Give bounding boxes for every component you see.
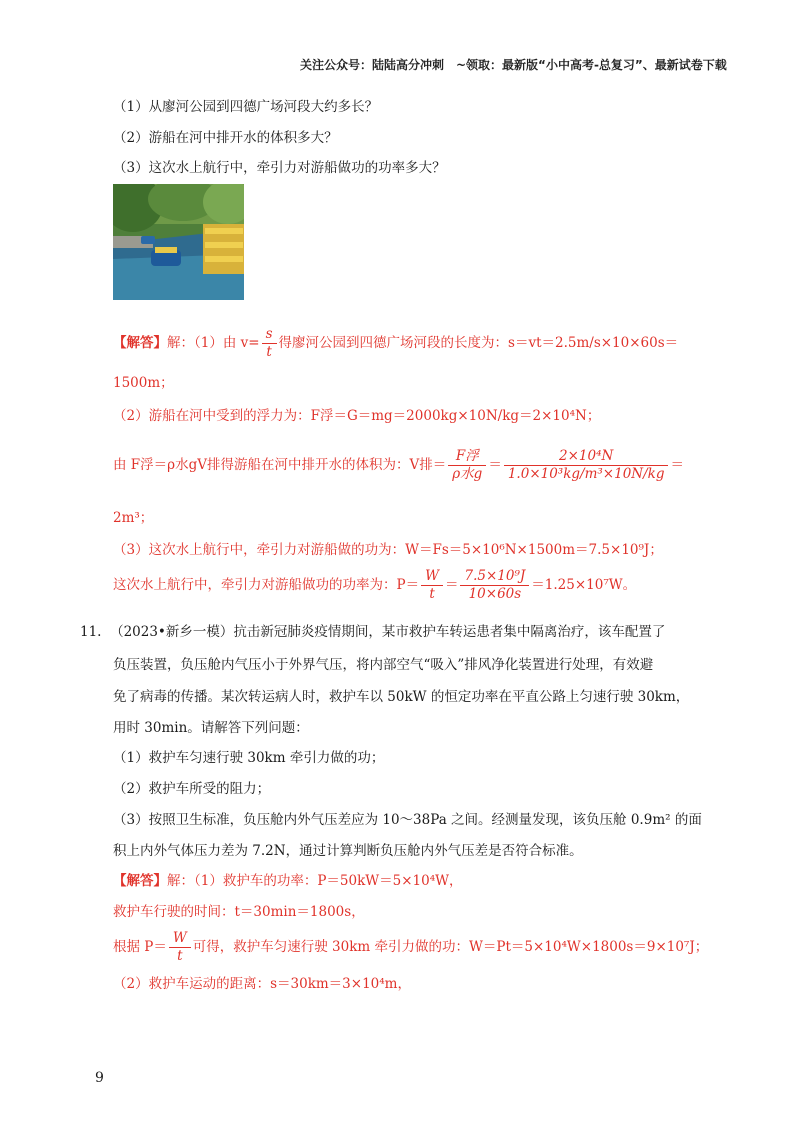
- q10-solution-line-7: 这次水上航行中，牵引力对游船做功的功率为：P＝ $\frac{W}{t}$ ＝ $\frac{\text{7.5×10⁹J}}{10\times 60s}$ ＝1.25×10⁷W。: [113, 568, 637, 602]
- question-11-line-1: 11. （2023•新乡一模）抗击新冠肺炎疫情期间，某市救护车转运患者集中隔离治疗，该车配置了: [80, 624, 666, 640]
- q10-solution-line-5: 2m³；: [113, 510, 154, 526]
- fraction-volume-calculation: $\frac{\text{2×10⁴N}}{\text{1.0×10³kg/m³×10N/kg}}$: [504, 448, 669, 483]
- question-11-sub-2: （2）救护车所受的阻力；: [113, 781, 271, 797]
- question-11-line-3: 免了病毒的传播。某次转运病人时，救护车以 50kW 的恒定功率在平直公路上匀速行驶 30km，: [113, 689, 690, 705]
- q11-solution-line-3: 根据 P＝ $\frac{W}{t}$ 可得，救护车匀速行驶 30km 牵引力做的功：W＝Pt＝5×10⁴W×1800s＝9×10⁷J；: [113, 930, 709, 964]
- page-number: 9: [95, 1070, 104, 1086]
- solution-tag: 【解答】: [113, 335, 167, 351]
- question-11-sub-3b: 积上内外气体压力差为 7.2N，通过计算判断负压舱内外气压差是否符合标准。: [113, 843, 583, 859]
- q10-subquestion-2: （2）游船在河中排开水的体积多大？: [113, 130, 338, 146]
- q10-solution-line-1: 【解答】解：（1）由 v= $\frac{s}{t}$ 得廖河公园到四德广场河段的长度为：s＝vt＝2.5m/s×10×60s＝: [113, 326, 679, 360]
- q10-solution-line-6: （3）这次水上航行中，牵引力对游船做的功为：W＝Fs＝5×10⁶N×1500m＝7.5×10⁹J；: [113, 542, 663, 558]
- question-11-line-4: 用时 30min。请解答下列问题：: [113, 720, 309, 736]
- fraction-buoyancy-formula: $\frac{\text{F浮}}{\text{ρ水g}}$: [448, 448, 486, 483]
- question-11-sub-1: （1）救护车匀速行驶 30km 牵引力做的功；: [113, 750, 385, 766]
- fraction-s-over-t: $\frac{s}{t}$: [262, 326, 277, 361]
- q11-solution-line-4: （2）救护车运动的距离：s＝30km＝3×10⁴m，: [113, 976, 411, 992]
- q10-subquestion-3: （3）这次水上航行中，牵引力对游船做功的功率多大？: [113, 160, 446, 176]
- solution-tag: 【解答】: [113, 873, 167, 889]
- question-number: 11.: [80, 624, 102, 640]
- question-11-line-2: 负压装置，负压舱内气压小于外界气压，将内部空气“吸入”排风净化装置进行处理，有效避: [113, 657, 654, 673]
- q10-solution-line-2: 1500m；: [113, 375, 174, 391]
- page-header: 关注公众号：陆陆高分冲刺 ~领取：最新版“小中高考-总复习”、最新试卷下载: [300, 58, 727, 72]
- question-11-sub-3a: （3）按照卫生标准，负压舱内外气压差应为 10～38Pa 之间。经测量发现，该负压舱 0.9m² 的面: [113, 812, 702, 828]
- q10-solution-line-4: 由 F浮＝ρ水gV排得游船在河中排开水的体积为：V排＝ $\frac{\text{F浮}}{\text{ρ水g}}$ ＝ $\frac{\text{2×10⁴N}}{\text{1.0×10³kg/m³×10N/kg}}$ ＝: [113, 448, 684, 482]
- fraction-power-calculation: $\frac{\text{7.5×10⁹J}}{10\times 60s}$: [460, 568, 529, 603]
- q10-subquestion-1: （1）从廖河公园到四德广场河段大约多长？: [113, 99, 379, 115]
- fraction-w-over-t: $\frac{W}{t}$: [421, 568, 443, 603]
- river-boat-photo: [113, 184, 244, 300]
- fraction-w-over-t: $\frac{W}{t}$: [169, 930, 191, 965]
- q11-solution-line-1: 【解答】解：（1）救护车的功率：P＝50kW＝5×10⁴W，: [113, 873, 463, 889]
- q11-solution-line-2: 救护车行驶的时间：t＝30min＝1800s，: [113, 904, 365, 920]
- q10-solution-line-3: （2）游船在河中受到的浮力为：F浮＝G＝mg＝2000kg×10N/kg＝2×10⁴N；: [113, 408, 601, 424]
